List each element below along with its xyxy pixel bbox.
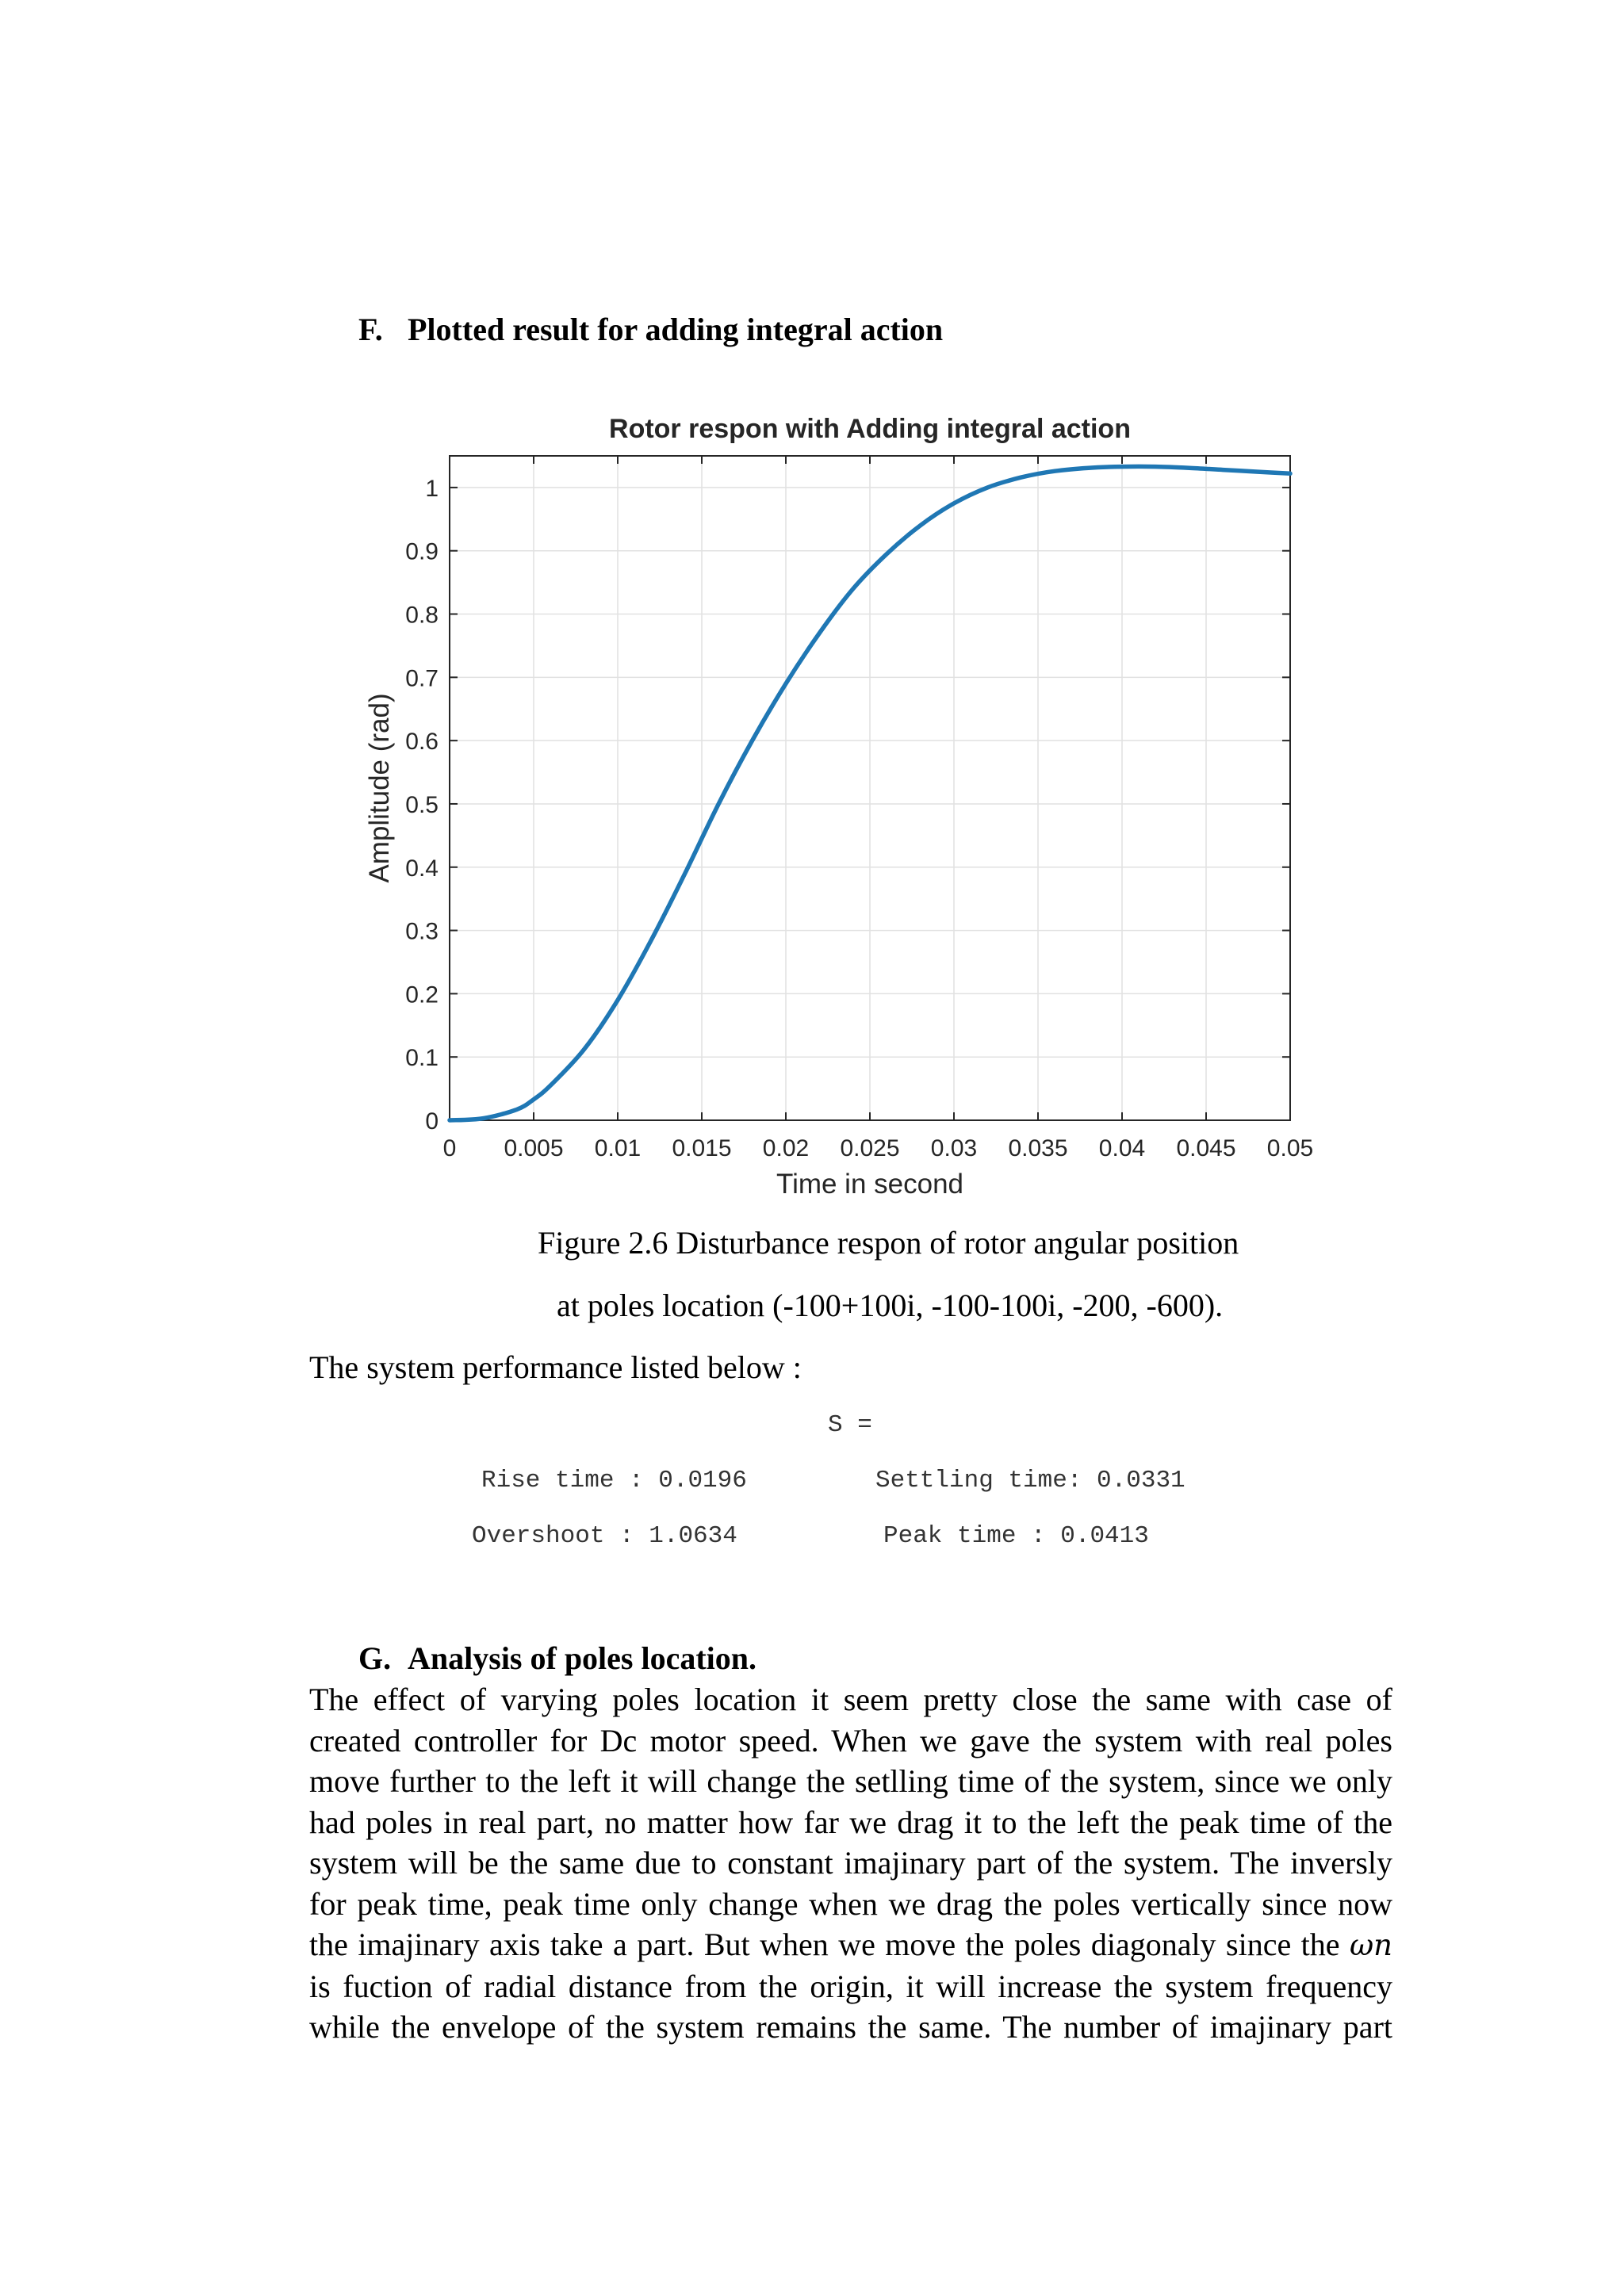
x-tick-label: 0.015 [672,1135,732,1161]
y-tick-label: 0.6 [405,729,439,756]
peak-time-value: Peak time : 0.0413 [883,1522,1149,1550]
x-tick-label: 0.045 [1176,1135,1236,1161]
y-tick-label: 0.1 [405,1045,439,1072]
x-tick-label: 0.02 [762,1135,810,1161]
x-tick-label: 0.035 [1008,1135,1068,1161]
x-axis-label: Time in second [776,1169,964,1200]
analysis-line: while the envelope of the system remains the same. The number of imajinary part [309,2009,1392,2045]
analysis-line-with-omega [309,1924,1392,1966]
analysis-line: for peak time, peak time only change when we drag the poles vertically since now [309,1885,1392,1922]
y-axis-label: Amplitude (rad) [364,693,395,883]
settling-time-value: Settling time: 0.0331 [875,1467,1185,1494]
y-tick-label: 0.9 [405,538,439,565]
analysis-line: move further to the left it will change the setlling time of the system, since we only [309,1763,1392,1799]
x-tick-labels [443,1135,1314,1161]
analysis-line: system will be the same due to constant imajinary part of the system. The inversly [309,1845,1392,1881]
y-tick-label: 0.4 [405,855,439,882]
s-label: S = [828,1411,872,1439]
y-tick-label: 0 [425,1108,439,1135]
analysis-line: the imajinary axis take a part. But when we move the poles diagonaly since the [309,1927,1340,1962]
x-tick-label: 0.025 [840,1135,900,1161]
y-tick-label: 1 [425,475,439,502]
figure-caption-line2: at poles location (-100+100i, -100-100i, -200, -600). [557,1288,1224,1323]
analysis-line: had poles in real part, no matter how far we drag it to the left the peak time of the [309,1804,1392,1840]
y-tick-label: 0.7 [405,665,439,692]
section-f-letter: F. [358,312,383,347]
analysis-line: The effect of varying poles location it seem pretty close the same with case of [309,1682,1392,1717]
section-f-title: Plotted result for adding integral action [408,312,944,347]
rise-time-value: Rise time : 0.0196 [481,1467,747,1494]
y-tick-label: 0.5 [405,791,439,818]
omega-n-symbol: ωn [1349,1928,1392,1962]
x-tick-label: 0.01 [594,1135,642,1161]
y-tick-label: 0.8 [405,602,439,629]
section-g-heading [358,1640,756,1678]
chart-grid [450,456,1290,1120]
x-tick-label: 0.03 [930,1135,978,1161]
y-tick-label: 0.2 [405,982,439,1008]
section-g-title: Analysis of poles location. [408,1640,757,1676]
x-tick-label: 0.04 [1098,1135,1146,1161]
rotor-response-chart [349,400,1324,1217]
figure-caption-line1: Figure 2.6 Disturbance respon of rotor angular position [538,1225,1239,1261]
section-f-heading [358,311,943,349]
x-tick-label: 0.05 [1266,1135,1314,1161]
section-g-letter: G. [358,1640,392,1676]
analysis-line: is fuction of radial distance from the origin, it will increase the system frequency [309,1968,1392,2004]
analysis-line: created controller for Dc motor speed. When we gave the system with real poles [309,1722,1392,1758]
chart-title: Rotor respon with Adding integral action [609,414,1131,444]
x-tick-label: 0 [442,1135,457,1161]
x-tick-label: 0.005 [504,1135,564,1161]
y-tick-labels [405,476,439,1135]
overshoot-value: Overshoot : 1.0634 [472,1522,737,1550]
analysis-paragraph [309,1679,1392,2048]
performance-intro: The system performance listed below : [309,1349,802,1385]
y-tick-label: 0.3 [405,918,439,945]
